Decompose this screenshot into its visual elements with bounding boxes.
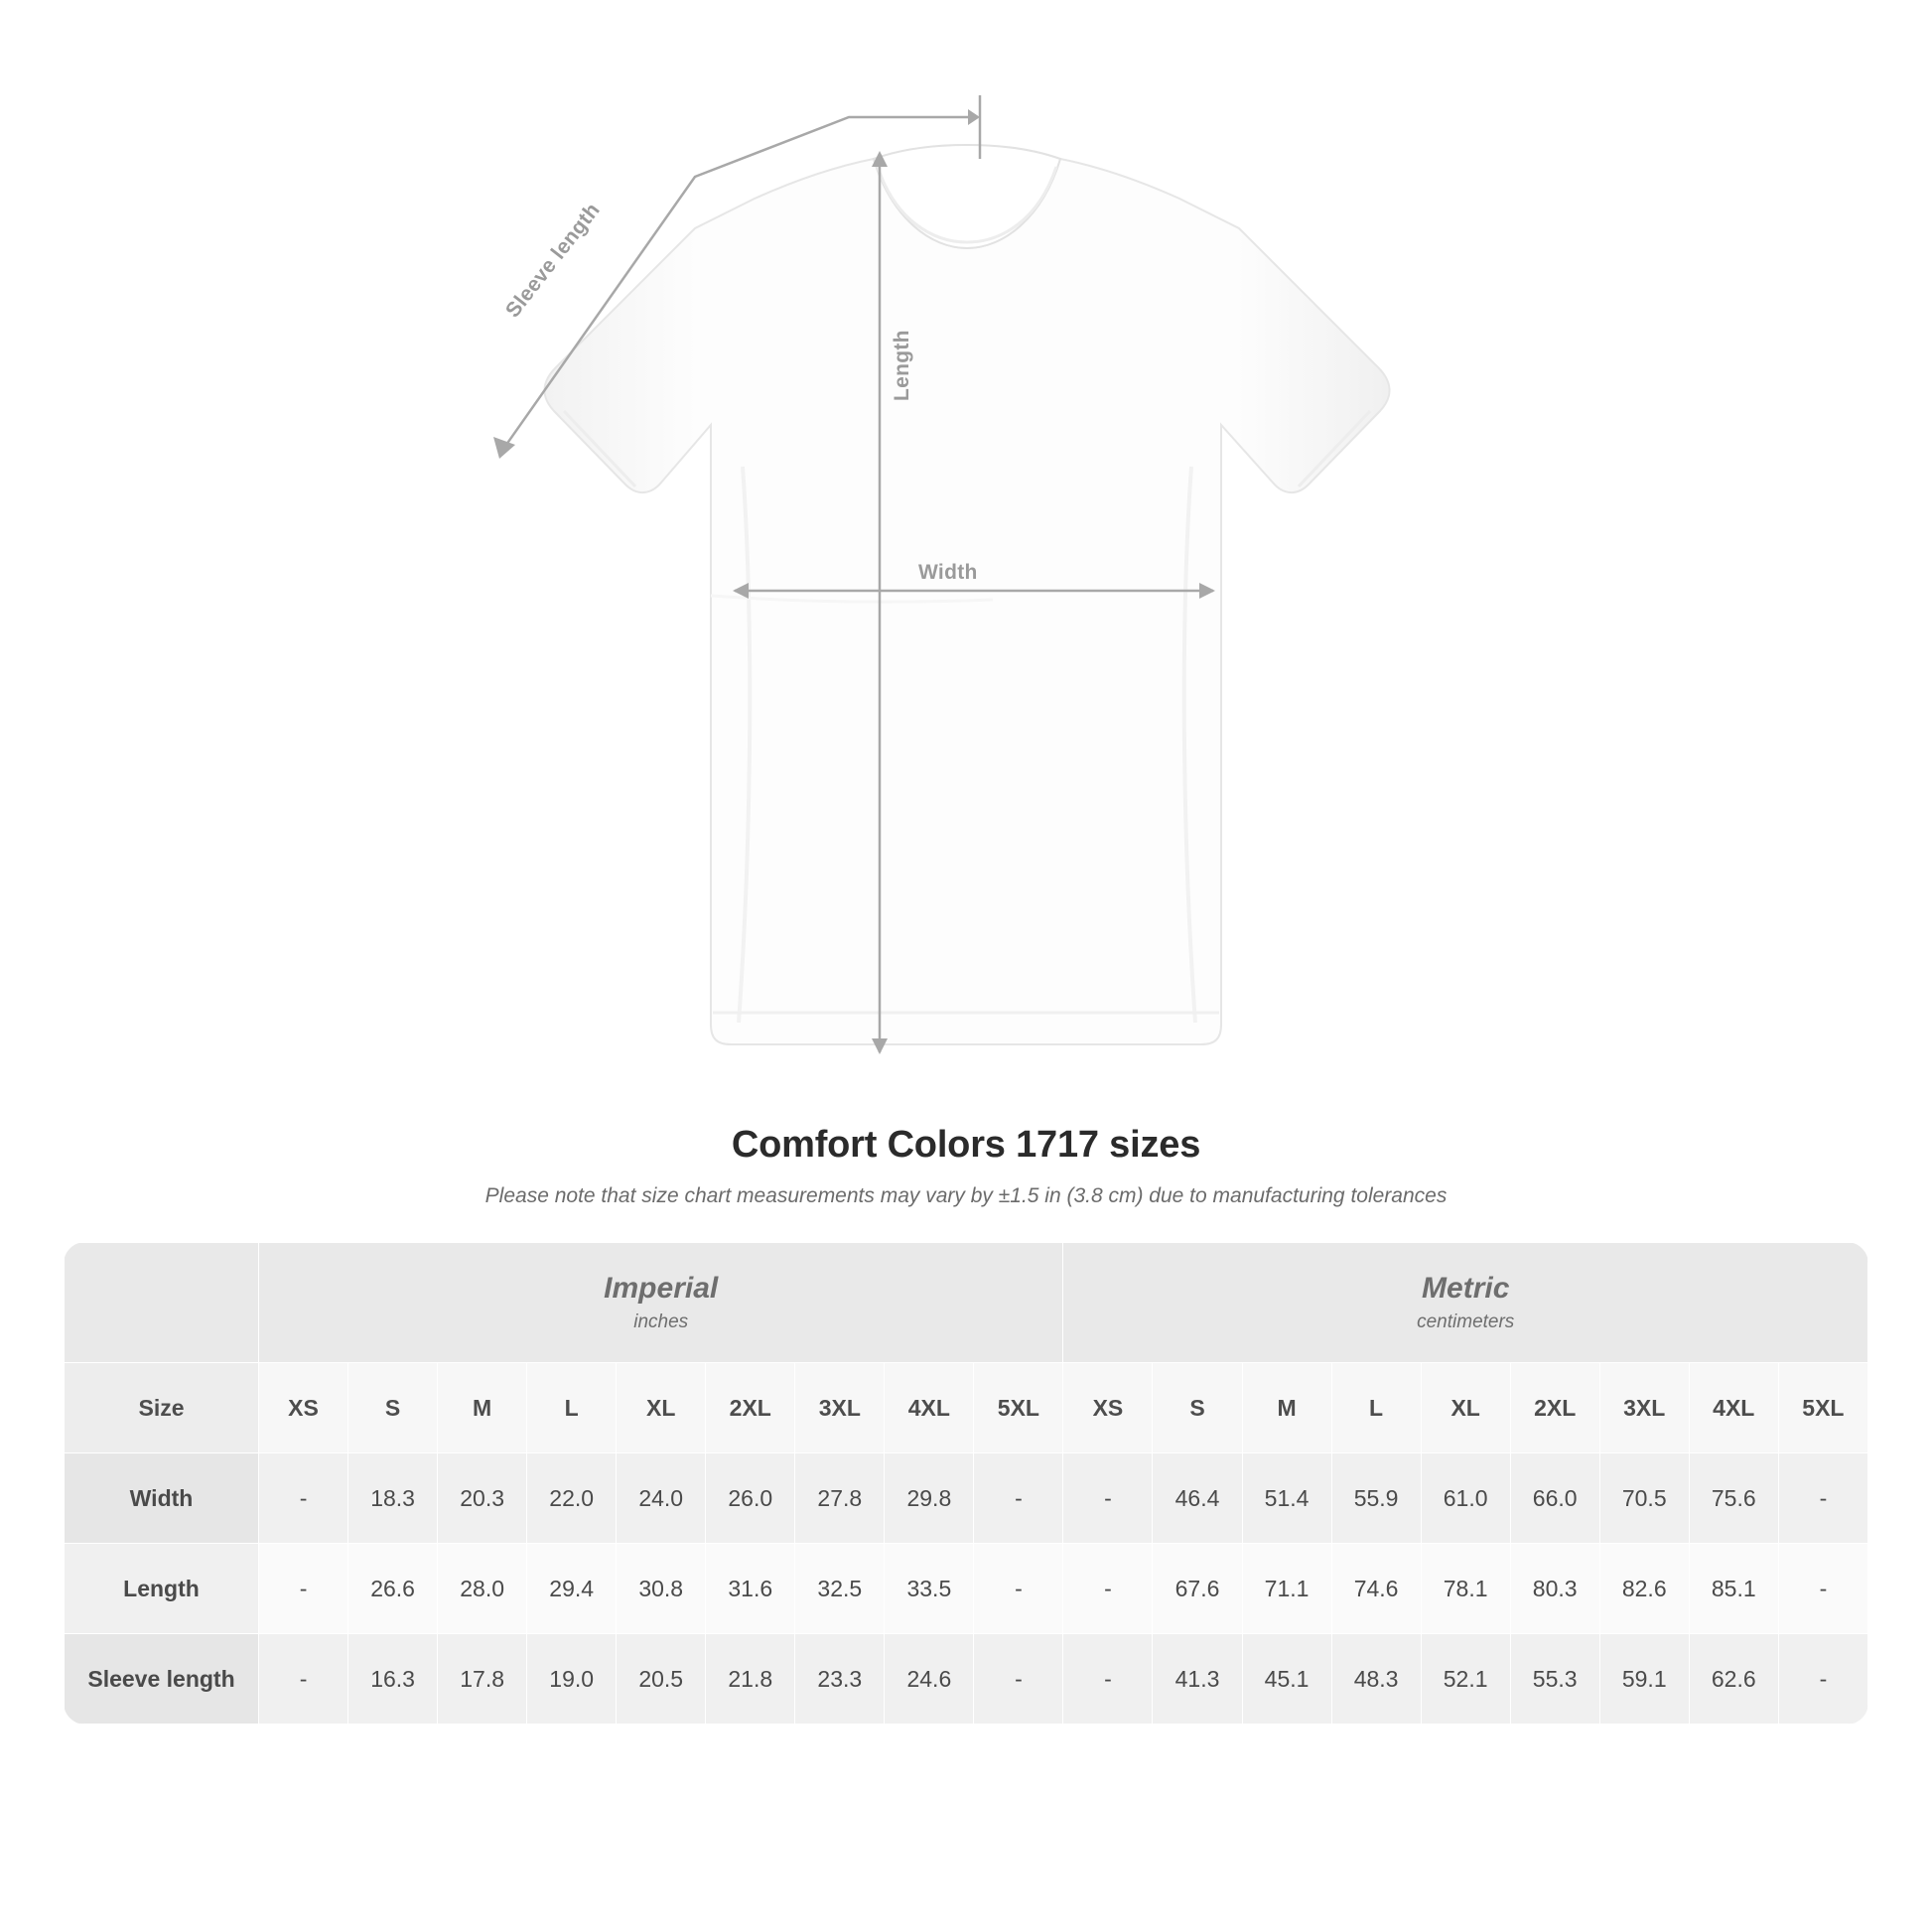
unit-group-name: Metric bbox=[1422, 1272, 1510, 1305]
table-row bbox=[65, 1544, 1868, 1634]
measurement-cell: 41.3 bbox=[1153, 1634, 1242, 1725]
measurement-cell: 48.3 bbox=[1331, 1634, 1421, 1725]
measurement-cell: 67.6 bbox=[1153, 1544, 1242, 1634]
size-chart-table bbox=[64, 1242, 1868, 1725]
measurement-cell: 78.1 bbox=[1421, 1544, 1510, 1634]
measurement-cell: 22.0 bbox=[527, 1453, 617, 1544]
row-label: Sleeve length bbox=[65, 1634, 259, 1725]
size-chart-table-wrapper bbox=[64, 1242, 1868, 1725]
measurement-cell: 27.8 bbox=[795, 1453, 885, 1544]
measurement-cell: - bbox=[1778, 1453, 1867, 1544]
measurement-cell: 46.4 bbox=[1153, 1453, 1242, 1544]
measurement-cell: - bbox=[974, 1544, 1063, 1634]
size-header-cell: M bbox=[1242, 1363, 1331, 1453]
measurement-cell: 16.3 bbox=[348, 1634, 438, 1725]
size-header-cell: 3XL bbox=[795, 1363, 885, 1453]
measurement-cell: - bbox=[259, 1453, 348, 1544]
unit-group-sub: centimeters bbox=[1417, 1311, 1515, 1332]
size-header-cell: L bbox=[1331, 1363, 1421, 1453]
measurement-cell: 23.3 bbox=[795, 1634, 885, 1725]
measurement-cell: - bbox=[1778, 1544, 1867, 1634]
measurement-cell: - bbox=[1063, 1453, 1153, 1544]
sleeve-length-label: Sleeve length bbox=[501, 199, 605, 323]
size-header-cell: 5XL bbox=[1778, 1363, 1867, 1453]
measurement-cell: 21.8 bbox=[706, 1634, 795, 1725]
size-header-cell: L bbox=[527, 1363, 617, 1453]
size-header-label: Size bbox=[65, 1363, 259, 1453]
measurement-cell: 30.8 bbox=[617, 1544, 706, 1634]
measurement-cell: 18.3 bbox=[348, 1453, 438, 1544]
measurement-cell: 19.0 bbox=[527, 1634, 617, 1725]
measurement-cell: 66.0 bbox=[1510, 1453, 1599, 1544]
measurement-cell: 28.0 bbox=[438, 1544, 527, 1634]
size-header-cell: 4XL bbox=[885, 1363, 974, 1453]
measurement-cell: 52.1 bbox=[1421, 1634, 1510, 1725]
measurement-cell: - bbox=[1063, 1634, 1153, 1725]
title-block bbox=[0, 1124, 1932, 1208]
measurement-cell: 29.4 bbox=[527, 1544, 617, 1634]
measurement-cell: 70.5 bbox=[1599, 1453, 1689, 1544]
measurement-cell: 71.1 bbox=[1242, 1544, 1331, 1634]
measurement-cell: 26.6 bbox=[348, 1544, 438, 1634]
size-header-cell: S bbox=[1153, 1363, 1242, 1453]
unit-header-spacer bbox=[65, 1243, 259, 1363]
size-header-cell: 3XL bbox=[1599, 1363, 1689, 1453]
measurement-cell: - bbox=[974, 1453, 1063, 1544]
unit-header-row bbox=[65, 1243, 1868, 1363]
measurement-cell: 24.6 bbox=[885, 1634, 974, 1725]
measurement-cell: 82.6 bbox=[1599, 1544, 1689, 1634]
size-header-cell: XS bbox=[259, 1363, 348, 1453]
size-header-cell: XL bbox=[617, 1363, 706, 1453]
unit-group-metric bbox=[1063, 1243, 1868, 1363]
page-title: Comfort Colors 1717 sizes bbox=[731, 1124, 1201, 1166]
length-label: Length bbox=[891, 330, 913, 401]
tolerance-note: Please note that size chart measurements may vary by ±1.5 in (3.8 cm) due to manufacturing tolerances bbox=[484, 1184, 1448, 1207]
size-header-row bbox=[65, 1363, 1868, 1453]
measurement-cell: - bbox=[259, 1634, 348, 1725]
measurement-cell: 62.6 bbox=[1689, 1634, 1778, 1725]
size-header-cell: 2XL bbox=[1510, 1363, 1599, 1453]
measurement-cell: - bbox=[1778, 1634, 1867, 1725]
measurement-cell: 33.5 bbox=[885, 1544, 974, 1634]
size-header-cell: 2XL bbox=[706, 1363, 795, 1453]
unit-group-imperial bbox=[259, 1243, 1063, 1363]
size-header-cell: 4XL bbox=[1689, 1363, 1778, 1453]
size-header-cell: S bbox=[348, 1363, 438, 1453]
table-row bbox=[65, 1634, 1868, 1725]
measurement-cell: 45.1 bbox=[1242, 1634, 1331, 1725]
row-label: Length bbox=[65, 1544, 259, 1634]
width-label: Width bbox=[918, 561, 978, 584]
measurement-cell: 80.3 bbox=[1510, 1544, 1599, 1634]
measurement-cell: 59.1 bbox=[1599, 1634, 1689, 1725]
measurement-cell: 32.5 bbox=[795, 1544, 885, 1634]
measurement-cell: - bbox=[1063, 1544, 1153, 1634]
row-label: Width bbox=[65, 1453, 259, 1544]
table-row bbox=[65, 1453, 1868, 1544]
size-header-cell: 5XL bbox=[974, 1363, 1063, 1453]
measurement-cell: 31.6 bbox=[706, 1544, 795, 1634]
measurement-cell: 17.8 bbox=[438, 1634, 527, 1725]
measurement-cell: 55.3 bbox=[1510, 1634, 1599, 1725]
size-header-cell: M bbox=[438, 1363, 527, 1453]
measurement-cell: 75.6 bbox=[1689, 1453, 1778, 1544]
measurement-cell: 85.1 bbox=[1689, 1544, 1778, 1634]
measurement-cell: - bbox=[259, 1544, 348, 1634]
size-header-cell: XL bbox=[1421, 1363, 1510, 1453]
measurement-cell: 24.0 bbox=[617, 1453, 706, 1544]
measurement-cell: 20.5 bbox=[617, 1634, 706, 1725]
measurement-cell: 55.9 bbox=[1331, 1453, 1421, 1544]
measurement-cell: 29.8 bbox=[885, 1453, 974, 1544]
size-header-cell: XS bbox=[1063, 1363, 1153, 1453]
measurement-cell: 74.6 bbox=[1331, 1544, 1421, 1634]
measurement-cell: 26.0 bbox=[706, 1453, 795, 1544]
shirt-body bbox=[544, 145, 1389, 1044]
measurement-cell: - bbox=[974, 1634, 1063, 1725]
measurement-cell: 20.3 bbox=[438, 1453, 527, 1544]
measurement-cell: 51.4 bbox=[1242, 1453, 1331, 1544]
measurement-cell: 61.0 bbox=[1421, 1453, 1510, 1544]
unit-group-sub: inches bbox=[633, 1311, 689, 1332]
unit-group-name: Imperial bbox=[604, 1272, 719, 1305]
